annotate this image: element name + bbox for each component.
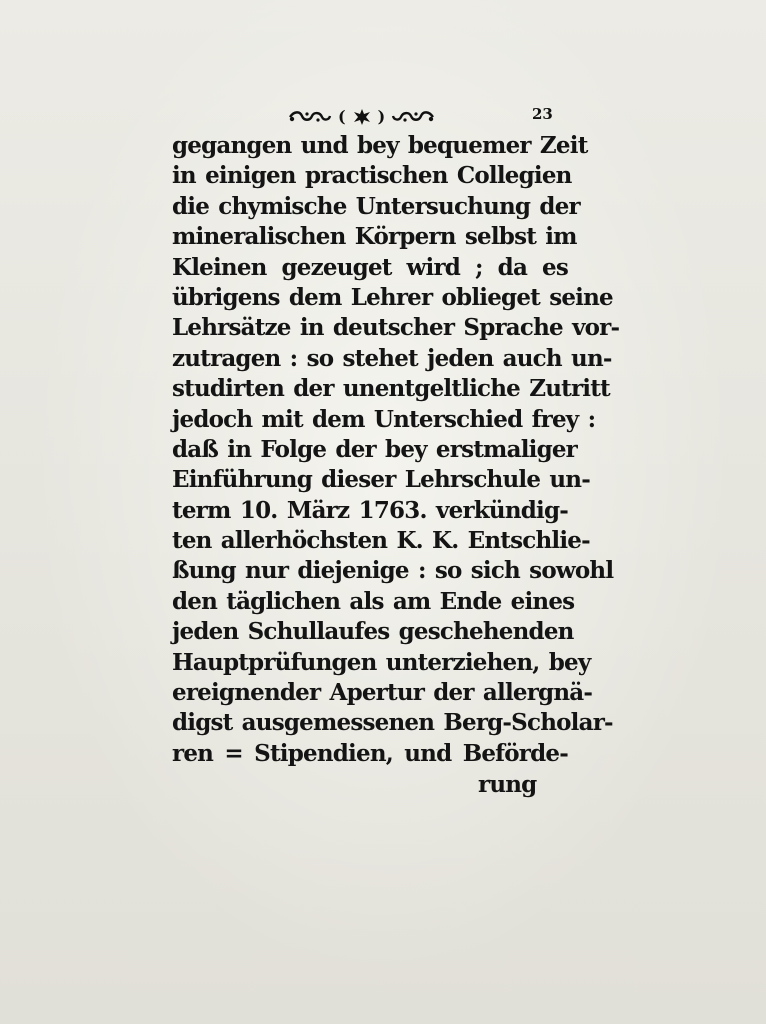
text-line: digst ausgemessenen Berg-Scholar- [172, 709, 613, 737]
ornament-left-paren: ( [338, 107, 346, 126]
text-line: studirten der unentgeltliche Zutritt [172, 375, 610, 403]
text-line: ten allerhöchsten K. K. Entschlie- [172, 527, 590, 555]
page-header [288, 103, 553, 131]
text-line: die chymische Untersuchung der [172, 192, 580, 220]
text-line: ren = Stipendien, und Beförde- [172, 739, 568, 767]
fleuron-icon [352, 108, 372, 126]
text-line: Hauptprüfungen unterziehen, bey [172, 648, 591, 676]
text-line: term 10. März 1763. verkündig- [172, 496, 568, 524]
text-line: gegangen und bey bequemer Zeit [172, 132, 588, 159]
text-line: ßung nur diejenige : so sich sowohl [172, 557, 614, 585]
body-text [172, 131, 620, 769]
text-line: jeden Schullaufes geschehenden [172, 618, 574, 646]
text-line: Einführung dieser Lehrschule un- [172, 466, 590, 494]
catchword: rung [478, 771, 537, 798]
text-line: Lehrsätze in deutscher Sprache vor- [172, 314, 620, 342]
text-line: übrigens dem Lehrer oblieget seine [172, 283, 613, 311]
ornament-right-paren: ) [377, 107, 386, 126]
header-ornament [288, 103, 435, 131]
text-line: mineralischen Körpern selbst im [172, 223, 577, 251]
text-line: jedoch mit dem Unterschied frey : [172, 405, 596, 433]
text-line: daß in Folge der bey erstmaliger [172, 435, 578, 463]
text-line: Kleinen gezeuget wird ; da es [172, 253, 568, 281]
text-line: den täglichen als am Ende eines [172, 587, 575, 615]
page-number: 23 [532, 105, 553, 123]
scroll-ornament-right-icon [391, 109, 435, 125]
scroll-ornament-left-icon [288, 109, 332, 125]
text-line: in einigen practischen Collegien [172, 162, 572, 190]
text-line: ereignender Apertur der allergnä- [172, 679, 593, 707]
text-line: zutragen : so stehet jeden auch un- [172, 344, 612, 372]
